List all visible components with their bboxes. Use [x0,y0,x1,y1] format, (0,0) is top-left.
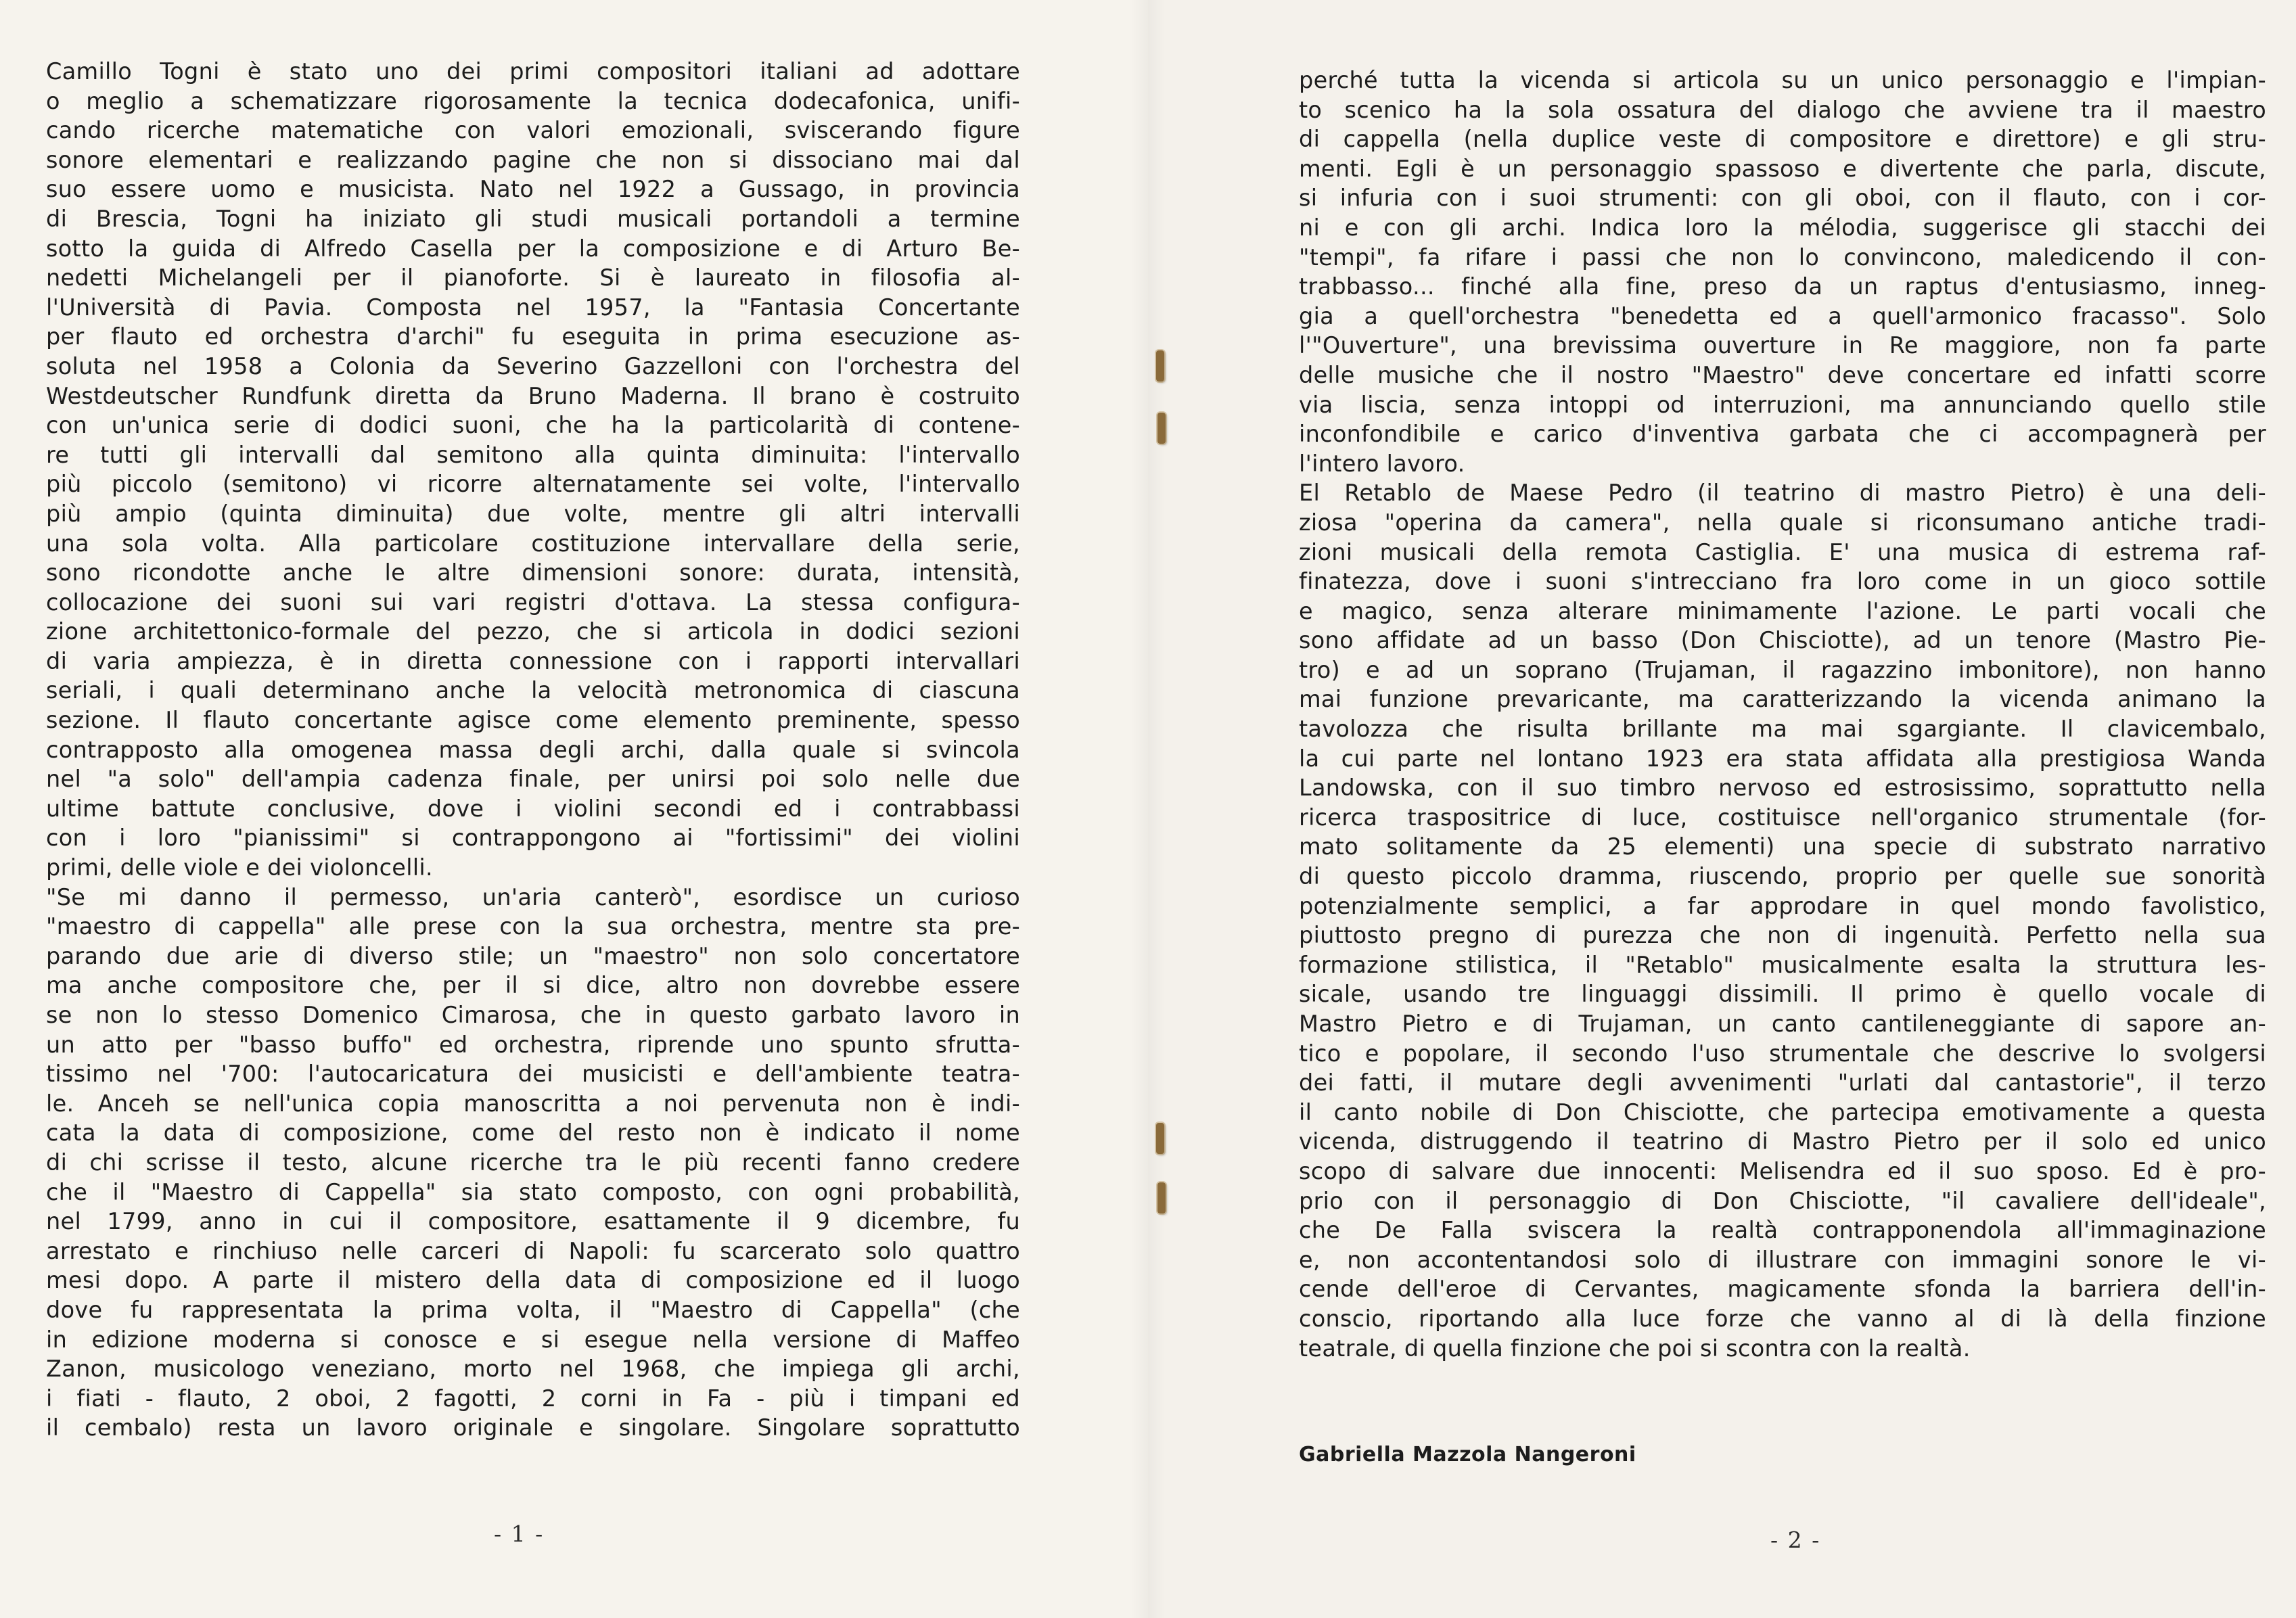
text-line: formazione stilistica, il "Retablo" musicalmente esalta la struttura les- [1299,951,2266,978]
text-line: Zanon, musicologo veneziano, morto nel 1968, che impiega gli archi, [46,1356,1020,1383]
text-line: scopo di salvare due innocenti: Melisendra ed il suo sposo. Ed è pro- [1299,1157,2266,1184]
text-line: dove fu rappresentata la prima volta, il "Maestro di Cappella" (che [46,1296,1020,1323]
text-line: il canto nobile di Don Chisciotte, che partecipa emotivamente a questa [1299,1099,2266,1126]
text-line: cende dell'eroe di Cervantes, magicamente sfonda la barriera dell'in- [1299,1276,2266,1303]
text-line: suo essere uomo e musicista. Nato nel 1922 a Gussago, in provincia [46,176,1020,203]
text-line: delle musiche che il nostro "Maestro" deve concertare ed infatti scorre [1299,361,2266,388]
text-line: il cembalo) resta un lavoro originale e singolare. Singolare soprattutto [46,1414,1020,1441]
text-line: di cappella (nella duplice veste di compositore e direttore) e gli stru- [1299,126,2266,153]
text-line: nel "a solo" dell'ampia cadenza finale, per unirsi poi solo nelle due [46,766,1020,793]
text-line: la cui parte nel lontano 1923 era stata affidata alla prestigiosa Wanda [1299,745,2266,772]
text-line: zioni musicali della remota Castiglia. E' una musica di estrema raf- [1299,538,2266,565]
text-line: per flauto ed orchestra d'archi" fu eseguita in prima esecuzione as- [46,323,1020,350]
text-line: tissimo nel '700: l'autocaricatura dei musicisti e dell'ambiente teatra- [46,1061,1020,1088]
text-line: l'"Ouverture", una brevissima ouverture in Re maggiore, non fa parte [1299,332,2266,359]
page-number-left: - 1 - [494,1521,545,1547]
text-line: cando ricerche matematiche con valori emozionali, sviscerando figure [46,117,1020,144]
text-line: Westdeutscher Rundfunk diretta da Bruno Maderna. Il brano è costruito [46,382,1020,409]
page-right [1148,0,2296,1618]
text-line: inconfondibile e carico d'inventiva garbata che ci accompagnerà per [1299,421,2266,448]
text-line: i fiati - flauto, 2 oboi, 2 fagotti, 2 corni in Fa - più i timpani ed [46,1385,1020,1412]
text-line: ma anche compositore che, per il si dice, altro non dovrebbe essere [46,972,1020,999]
text-line: tro) e ad un soprano (Trujaman, il ragazzino imbonitore), non hanno [1299,656,2266,683]
text-line: o meglio a schematizzare rigorosamente la tecnica dodecafonica, unifi- [46,87,1020,114]
text-line: sicale, usando tre linguaggi dissimili. Il primo è quello vocale di [1299,981,2266,1008]
text-line: con un'unica serie di dodici suoni, che ha la particolarità di contene- [46,412,1020,439]
text-line: sono ricondotte anche le altre dimensioni sonore: durata, intensità, [46,559,1020,586]
text-line: di Brescia, Togni ha iniziato gli studi musicali portandoli a termine [46,205,1020,232]
text-line: prio con il personaggio di Don Chisciotte, "il cavaliere dell'ideale", [1299,1187,2266,1214]
binding-gutter [1131,0,1165,1618]
text-line: teatrale, di quella finzione che poi si scontra con la realtà. [1299,1335,1971,1362]
text-line: tico e popolare, il secondo l'uso strumentale che descrive lo svolgersi [1299,1040,2266,1067]
text-line: mato solitamente da 25 elementi) una specie di substrato narrativo [1299,833,2266,860]
text-line: in edizione moderna si conosce e si esegue nella versione di Maffeo [46,1326,1020,1353]
text-line: "Se mi danno il permesso, un'aria canterò", esordisce un curioso [46,883,1020,910]
text-line: trabbasso... finché alla fine, preso da un raptus d'entusiasmo, inneg- [1299,273,2266,300]
text-line: gia a quell'orchestra "benedetta ed a quell'armonico fracasso". Solo [1299,302,2266,329]
text-line: zione architettonico-formale del pezzo, che si articola in dodici sezioni [46,618,1020,645]
text-line: e, non accontentandosi solo di illustrare con immagini sonore le vi- [1299,1246,2266,1273]
text-line: soluta nel 1958 a Colonia da Severino Gazzelloni con l'orchestra del [46,352,1020,379]
text-line: piuttosto pregno di purezza che non di ingenuità. Perfetto nella sua [1299,922,2266,949]
text-line: perché tutta la vicenda si articola su un unico personaggio e l'impian- [1299,67,2266,93]
text-line: Mastro Pietro e di Trujaman, un canto cantileneggiante di sapore an- [1299,1011,2266,1037]
text-line: via liscia, senza intoppi od interruzioni, ma annunciando quello stile [1299,391,2266,418]
text-line: mai funzione prevaricante, ma caratterizzando la vicenda animano la [1299,686,2266,713]
text-line: più piccolo (semitono) vi ricorre alternatamente sei volte, l'intervallo [46,471,1020,498]
text-line: nel 1799, anno in cui il compositore, esattamente il 9 dicembre, fu [46,1208,1020,1235]
text-line: "tempi", fa rifare i passi che non lo convincono, maledicendo il con- [1299,244,2266,271]
text-line: di varia ampiezza, è in diretta connessione con i rapporti intervallari [46,647,1020,674]
text-line: contrapposto alla omogenea massa degli archi, dalla quale si svincola [46,736,1020,763]
staple-top-lower [1157,413,1166,444]
text-line: primi, delle viole e dei violoncelli. [46,854,433,881]
text-line: menti. Egli è un personaggio spassoso e divertente che parla, discute, [1299,155,2266,182]
text-line: l'intero lavoro. [1299,450,1465,477]
right-page-text [1299,66,2266,1363]
staple-bottom-lower [1157,1182,1166,1214]
text-line: ziosa "operina da camera", nella quale si riconsumano antiche tradi- [1299,509,2266,536]
text-line: "maestro di cappella" alle prese con la sua orchestra, mentre sta pre- [46,913,1020,940]
text-line: di chi scrisse il testo, alcune ricerche tra le più recenti fanno credere [46,1149,1020,1176]
text-line: l'Università di Pavia. Composta nel 1957, la "Fantasia Concertante [46,294,1020,321]
text-line: sotto la guida di Alfredo Casella per la composizione e di Arturo Be- [46,235,1020,262]
text-line: più ampio (quinta diminuita) due volte, mentre gli altri intervalli [46,500,1020,527]
text-line: che il "Maestro di Cappella" sia stato composto, con ogni probabilità, [46,1178,1020,1205]
text-line: conscio, riportando alla luce forze che vanno al di là della finzione [1299,1305,2266,1332]
text-line: Camillo Togni è stato uno dei primi compositori italiani ad adottare [46,58,1020,85]
author-signature: Gabriella Mazzola Nangeroni [1299,1443,1636,1466]
text-line: ultime battute conclusive, dove i violini secondi ed i contrabbassi [46,795,1020,822]
text-line: tavolozza che risulta brillante ma mai sgargiante. Il clavicembalo, [1299,716,2266,743]
text-line: ricerca traspositrice di luce, costituisce nell'organico strumentale (for- [1299,804,2266,831]
staple-bottom-upper [1156,1123,1164,1154]
staple-top-upper [1156,350,1164,382]
text-line: e magico, senza alterare minimamente l'azione. Le parti vocali che [1299,597,2266,624]
text-line: che De Falla sviscera la realtà contrapponendola all'immaginazione [1299,1217,2266,1244]
text-line: si infuria con i suoi strumenti: con gli oboi, con il flauto, con i cor- [1299,185,2266,212]
text-line: arrestato e rinchiuso nelle carceri di Napoli: fu scarcerato solo quattro [46,1237,1020,1264]
left-page-text [46,57,1020,1443]
text-line: Landowska, con il suo timbro nervoso ed estrosissimo, soprattutto nella [1299,775,2266,802]
text-line: una sola volta. Alla particolare costituzione intervallare della serie, [46,530,1020,557]
text-line: seriali, i quali determinano anche la velocità metronomica di ciascuna [46,677,1020,704]
text-line: di questo piccolo dramma, riuscendo, proprio per quelle sue sonorità [1299,863,2266,890]
text-line: un atto per "basso buffo" ed orchestra, riprende uno spunto sfrutta- [46,1031,1020,1058]
text-line: sono affidate ad un basso (Don Chisciotte), ad un tenore (Mastro Pie- [1299,627,2266,654]
text-line: cata la data di composizione, come del resto non è indicato il nome [46,1119,1020,1147]
text-line: El Retablo de Maese Pedro (il teatrino di mastro Pietro) è una deli- [1299,480,2266,507]
text-line: dei fatti, il mutare degli avvenimenti "urlati dal cantastorie", il terzo [1299,1069,2266,1096]
text-line: finatezza, dove i suoni s'intrecciano fra loro come in un gioco sottile [1299,568,2266,595]
text-line: parando due arie di diverso stile; un "maestro" non solo concertatore [46,942,1020,969]
text-line: sezione. Il flauto concertante agisce come elemento preminente, spesso [46,707,1020,734]
text-line: se non lo stesso Domenico Cimarosa, che in questo garbato lavoro in [46,1002,1020,1028]
text-line: sonore elementari e realizzando pagine che non si dissociano mai dal [46,146,1020,173]
text-line: potenzialmente semplici, a far approdare in quel mondo favolistico, [1299,892,2266,919]
text-line: con i loro "pianissimi" si contrappongono ai "fortissimi" dei violini [46,825,1020,852]
text-line: ni e con gli archi. Indica loro la mélodia, suggerisce gli stacchi dei [1299,214,2266,241]
text-line: re tutti gli intervalli dal semitono alla quinta diminuita: l'intervallo [46,441,1020,468]
text-line: le. Anceh se nell'unica copia manoscritta a noi pervenuta non è indi- [46,1090,1020,1117]
text-line: vicenda, distruggendo il teatrino di Mastro Pietro per il solo ed unico [1299,1128,2266,1155]
text-line: to scenico ha la sola ossatura del dialogo che avviene tra il maestro [1299,96,2266,123]
text-line: nedetti Michelangeli per il pianoforte. Si è laureato in filosofia al- [46,264,1020,292]
page-number-right: - 2 - [1770,1527,1821,1553]
text-line: mesi dopo. A parte il mistero della data di composizione ed il luogo [46,1267,1020,1294]
text-line: collocazione dei suoni sui vari registri d'ottava. La stessa configura- [46,588,1020,616]
